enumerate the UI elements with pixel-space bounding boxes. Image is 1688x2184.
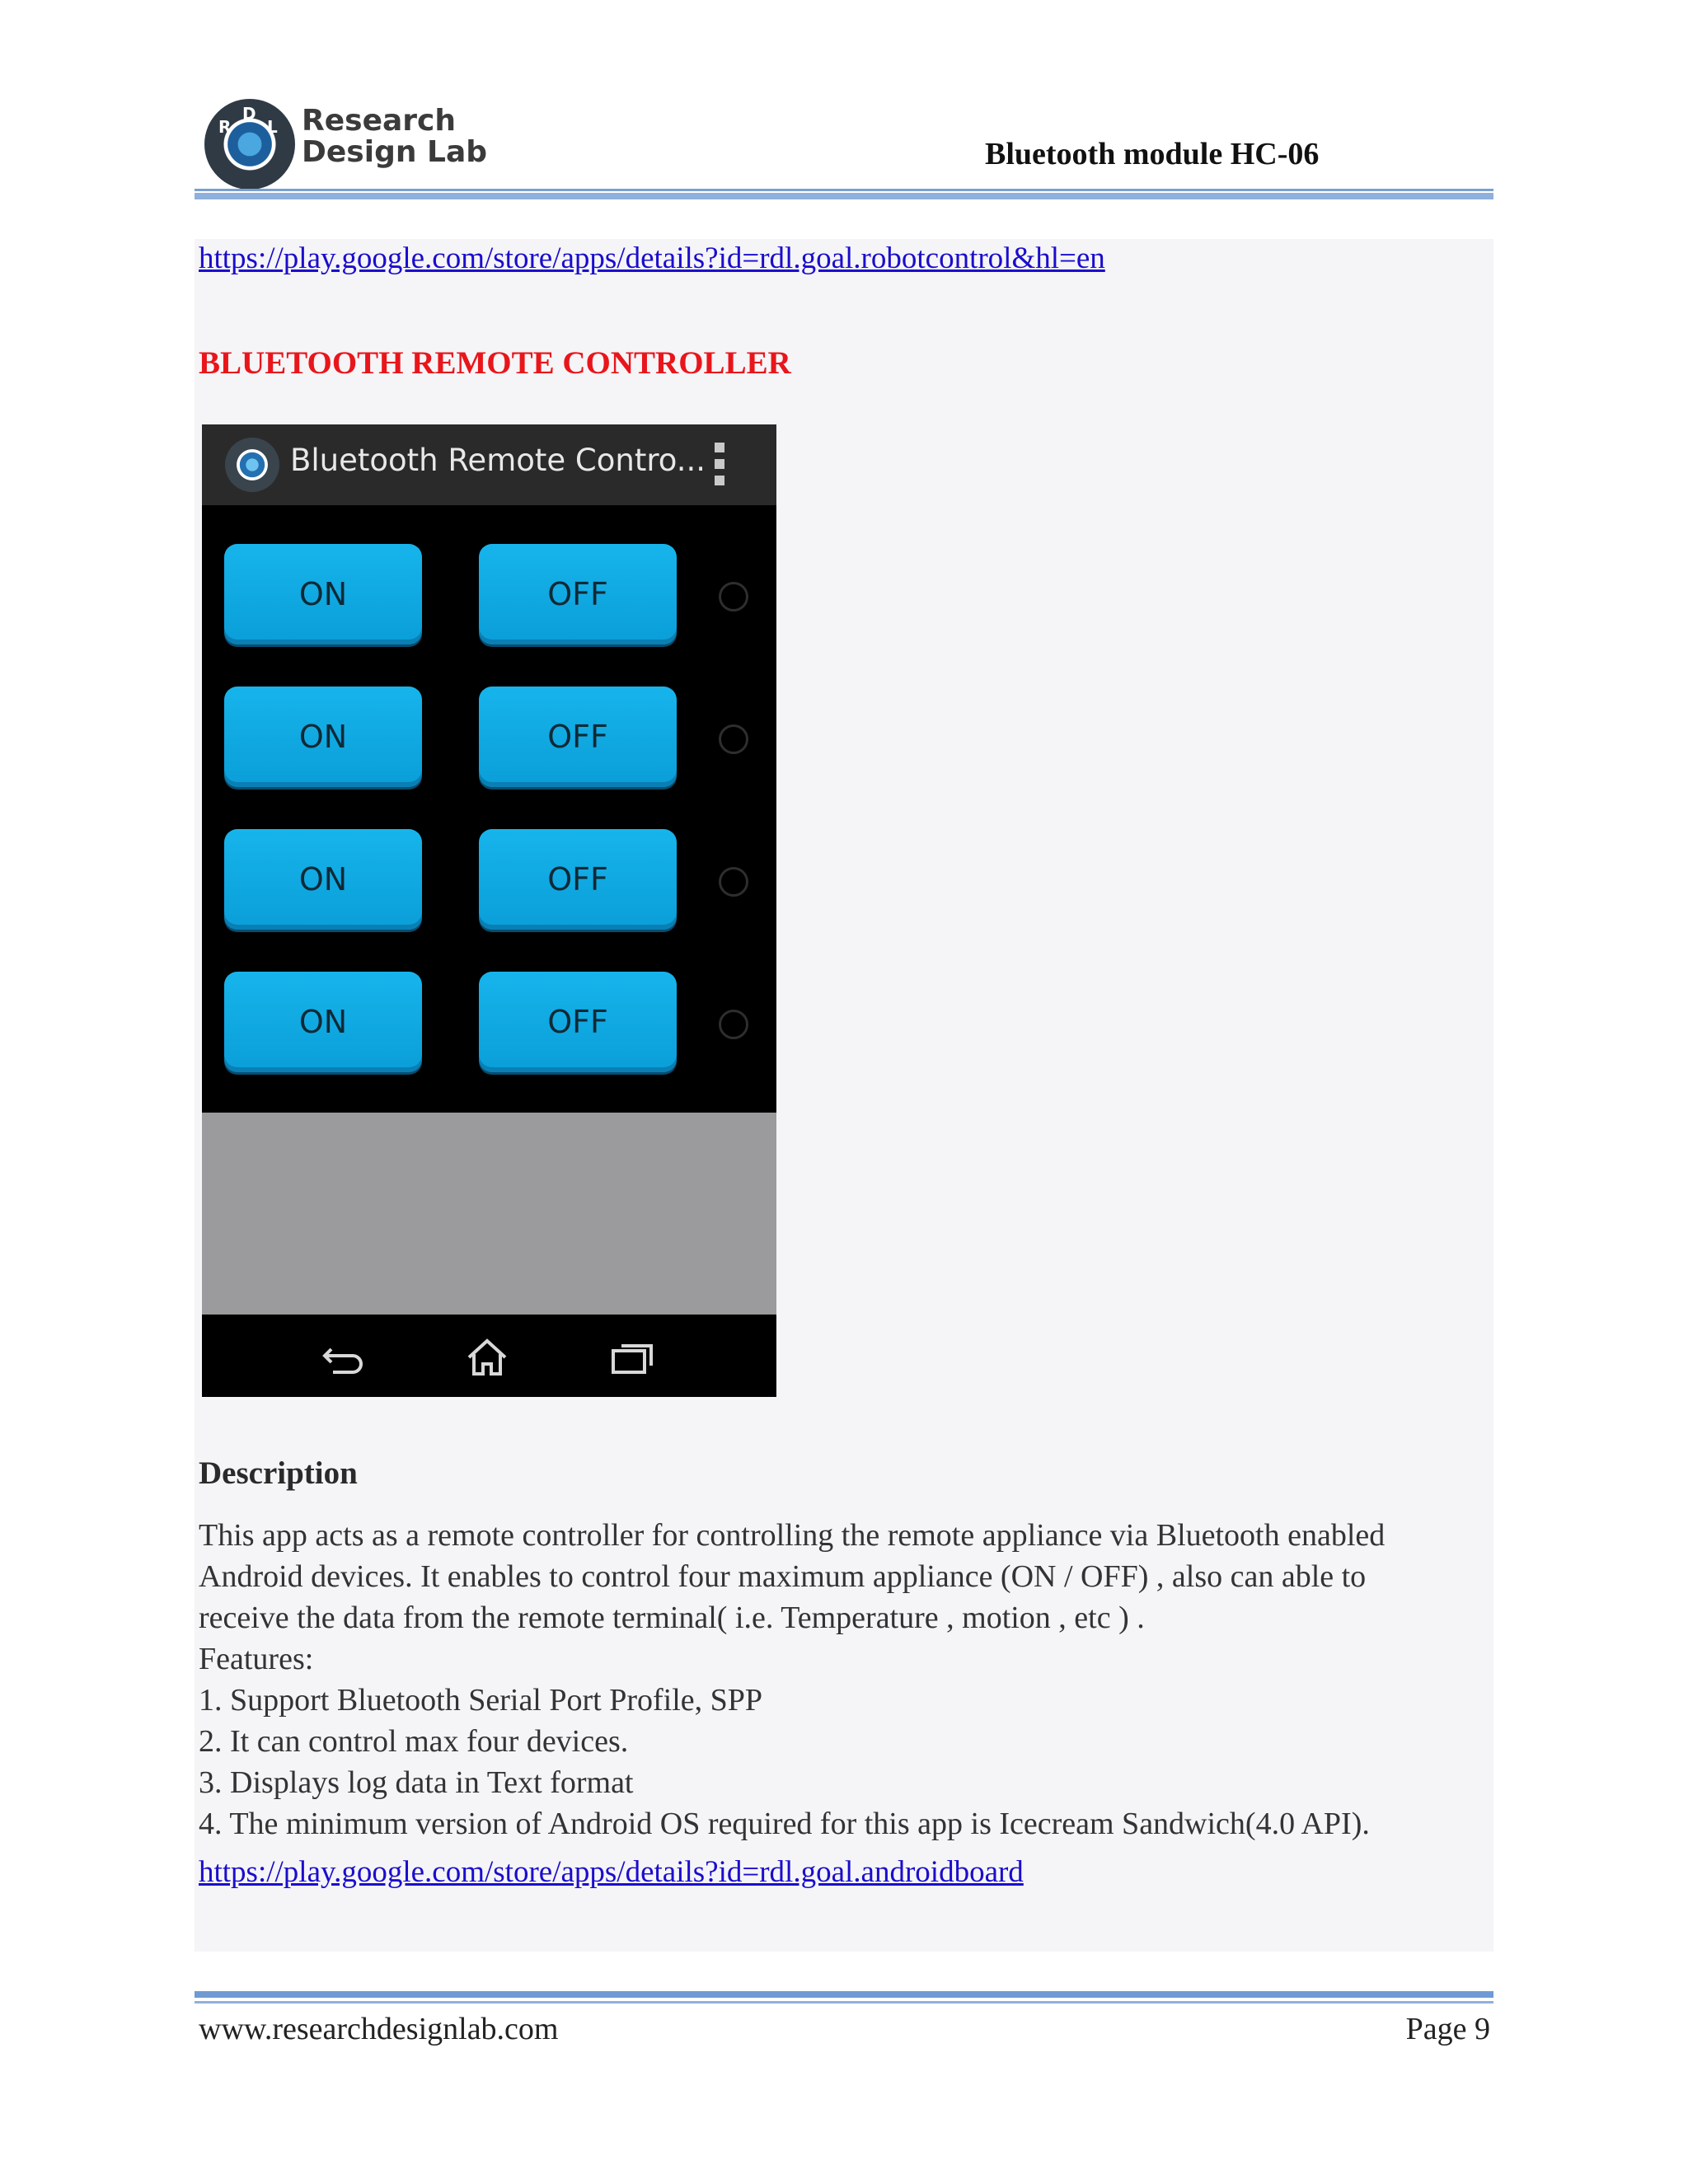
header-rule: [195, 189, 1493, 191]
off-button-3[interactable]: OFF: [479, 829, 677, 930]
on-button-2[interactable]: ON: [224, 687, 422, 787]
log-area: [202, 1113, 776, 1315]
description-line: This app acts as a remote controller for controlling the remote appliance via Bluetooth enabled: [199, 1518, 1386, 1553]
brand-name: [302, 105, 487, 168]
description-line: receive the data from the remote terminal( i.e. Temperature , motion , etc ) .: [199, 1601, 1145, 1635]
app-action-bar: [202, 424, 776, 505]
feature-item: 4. The minimum version of Android OS required for this app is Icecream Sandwich(4.0 API).: [199, 1807, 1370, 1841]
status-indicator-4: [719, 1010, 748, 1039]
off-button-1[interactable]: OFF: [479, 544, 677, 644]
footer-website: www.researchdesignlab.com: [199, 2012, 559, 2046]
logo-letter-l: L: [267, 117, 278, 137]
on-button-4[interactable]: ON: [224, 972, 422, 1072]
app-logo-icon: [225, 438, 279, 492]
description-line: Android devices. It enables to control four maximum appliance (ON / OFF) , also can able to: [199, 1559, 1367, 1594]
recent-apps-icon[interactable]: [610, 1338, 656, 1377]
page-number: Page 9: [1405, 2012, 1490, 2046]
on-button-1[interactable]: ON: [224, 544, 422, 644]
feature-item: 2. It can control max four devices.: [199, 1724, 629, 1759]
section-title: BLUETOOTH REMOTE CONTROLLER: [199, 345, 791, 381]
rdl-logo: [204, 99, 295, 190]
off-button-2[interactable]: OFF: [479, 687, 677, 787]
app-screenshot: [202, 424, 776, 1397]
description-text: [199, 1515, 1484, 1844]
on-button-3[interactable]: ON: [224, 829, 422, 930]
brand-line-2: Design Lab: [302, 135, 487, 169]
back-icon[interactable]: [321, 1338, 368, 1377]
footer-rule-thick: [195, 1991, 1493, 1998]
off-button-4[interactable]: OFF: [479, 972, 677, 1072]
feature-item: 3. Displays log data in Text format: [199, 1765, 634, 1800]
header-rule-thick: [195, 193, 1493, 199]
overflow-menu-icon[interactable]: [714, 443, 725, 487]
logo-letter-d: D: [242, 104, 256, 124]
feature-item: 1. Support Bluetooth Serial Port Profile, SPP: [199, 1683, 763, 1718]
app-title: Bluetooth Remote Contro...: [290, 443, 706, 478]
status-indicator-1: [719, 582, 748, 612]
status-indicator-3: [719, 867, 748, 897]
logo-letter-r: R: [218, 117, 232, 137]
description-heading: Description: [199, 1455, 358, 1491]
robotcontrol-link[interactable]: https://play.google.com/store/apps/details?id=rdl.goal.robotcontrol&hl=en: [199, 241, 1105, 275]
home-icon[interactable]: [464, 1338, 510, 1377]
header-title: Bluetooth module HC-06: [985, 137, 1320, 171]
footer-rule: [195, 2001, 1493, 2004]
android-nav-bar: [202, 1315, 776, 1397]
features-label: Features:: [199, 1642, 314, 1676]
status-indicator-2: [719, 724, 748, 754]
brand-line-1: Research: [302, 104, 456, 138]
androidboard-link[interactable]: https://play.google.com/store/apps/details?id=rdl.goal.androidboard: [199, 1855, 1024, 1889]
